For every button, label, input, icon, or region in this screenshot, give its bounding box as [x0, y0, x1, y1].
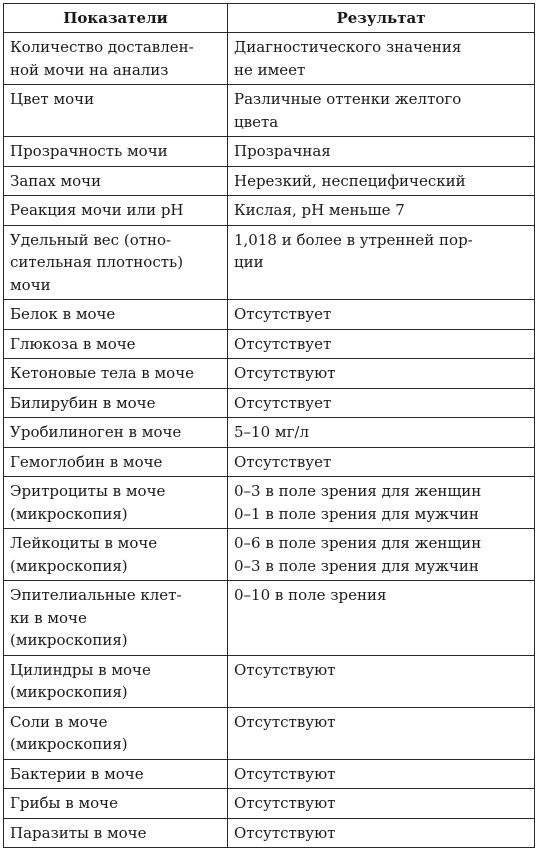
result-cell: [228, 477, 535, 529]
parameter-cell: [4, 655, 228, 707]
parameter-cell-text: Прозрачность мочи: [10, 142, 168, 160]
parameter-cell-text: (микроскопия): [10, 631, 128, 649]
result-cell: [228, 759, 535, 789]
result-cell: [228, 33, 535, 85]
parameter-cell-text: Соли в моче: [10, 712, 108, 731]
table-body: [4, 33, 535, 848]
result-cell-text: Диагностического значения: [234, 38, 462, 56]
parameter-cell-text: Запах мочи: [10, 171, 102, 190]
table-row: [4, 818, 535, 848]
result-cell-text: цвета: [234, 112, 279, 131]
result-cell: [228, 196, 535, 226]
table-row: [4, 33, 535, 85]
table-row: [4, 789, 535, 819]
result-cell-text: Отсутствует: [234, 393, 332, 412]
result-cell: [228, 529, 535, 581]
parameter-cell: [4, 447, 228, 477]
result-cell-text: 0–6 в поле зрения для женщин: [234, 534, 482, 552]
parameter-cell: [4, 581, 228, 656]
parameter-cell-text: мочи: [10, 275, 51, 294]
table-row: [4, 477, 535, 529]
parameter-cell: [4, 329, 228, 359]
result-cell-text: 0–10 в поле зрения: [234, 586, 387, 604]
result-cell: [228, 300, 535, 330]
parameter-cell: [4, 359, 228, 389]
parameter-cell-text: (микроскопия): [10, 683, 128, 701]
parameter-cell-text: (микроскопия): [10, 556, 128, 575]
result-cell-text: Отсутствуют: [234, 823, 336, 842]
result-cell-text: Отсутствует: [234, 305, 332, 323]
result-cell: [228, 418, 535, 448]
table-row: [4, 166, 535, 196]
parameter-cell-text: Глюкоза в моче: [10, 334, 136, 353]
parameter-cell-text: Эритроциты в моче: [10, 482, 166, 500]
result-cell-text: ции: [234, 253, 264, 271]
parameter-cell-text: Эпителиальные клет-: [10, 586, 182, 604]
table-row: [4, 196, 535, 226]
table-row: [4, 388, 535, 418]
parameter-cell-text: Уробилиноген в моче: [10, 423, 182, 441]
result-cell-text: Отсутствуют: [234, 364, 336, 382]
result-cell-text: Нерезкий, неспецифический: [234, 171, 466, 190]
parameter-cell: [4, 85, 228, 137]
result-cell-text: Отсутствуют: [234, 764, 336, 783]
parameter-cell-text: Белок в моче: [10, 305, 116, 323]
result-cell: [228, 707, 535, 759]
result-cell: [228, 655, 535, 707]
result-cell: [228, 166, 535, 196]
table-row: [4, 707, 535, 759]
table-row: [4, 529, 535, 581]
parameter-cell-text: Паразиты в моче: [10, 823, 147, 842]
parameter-cell-text: ной мочи на анализ: [10, 60, 169, 79]
result-cell-text: не имеет: [234, 60, 306, 79]
table-header-row: [4, 4, 535, 33]
table-row: [4, 137, 535, 167]
table-row: [4, 85, 535, 137]
result-cell: [228, 329, 535, 359]
result-cell: [228, 447, 535, 477]
result-cell: [228, 581, 535, 656]
parameter-cell-text: ки в моче: [10, 608, 87, 627]
parameter-cell-text: Кетоновые тела в моче: [10, 364, 194, 382]
table-row: [4, 655, 535, 707]
table-row: [4, 359, 535, 389]
result-cell: [228, 818, 535, 848]
result-cell-text: Кислая, pH меньше 7: [234, 201, 405, 219]
header-result: Результат: [228, 4, 535, 33]
parameter-cell-text: Реакция мочи или pH: [10, 201, 184, 219]
result-cell-text: Отсутствуют: [234, 794, 336, 812]
result-cell-text: Отсутствуют: [234, 712, 336, 731]
table-row: [4, 447, 535, 477]
parameter-cell-text: Гемоглобин в моче: [10, 452, 163, 471]
parameter-cell: [4, 418, 228, 448]
parameter-cell-text: сительная плотность): [10, 253, 184, 271]
parameter-cell-text: (микроскопия): [10, 504, 128, 523]
parameter-cell: [4, 789, 228, 819]
table-row: [4, 225, 535, 300]
table-row: [4, 581, 535, 656]
result-cell-text: Различные оттенки желтого: [234, 90, 462, 108]
table-row: [4, 418, 535, 448]
result-cell-text: 5–10 мг/л: [234, 423, 310, 441]
result-cell: [228, 789, 535, 819]
result-cell: [228, 359, 535, 389]
result-cell: [228, 85, 535, 137]
parameter-cell: [4, 477, 228, 529]
parameter-cell-text: Лейкоциты в моче: [10, 534, 158, 552]
parameter-cell: [4, 759, 228, 789]
result-cell-text: Отсутствует: [234, 452, 332, 471]
parameter-cell: [4, 166, 228, 196]
parameter-cell-text: Количество доставлен-: [10, 38, 194, 56]
parameter-cell-text: Бактерии в моче: [10, 764, 144, 783]
parameter-cell-text: Удельный вес (отно-: [10, 230, 172, 249]
table-row: [4, 329, 535, 359]
result-cell-text: 1,018 и более в утренней пор-: [234, 230, 473, 249]
parameter-cell: [4, 225, 228, 300]
parameter-cell: [4, 196, 228, 226]
parameter-cell: [4, 33, 228, 85]
parameter-cell-text: (микроскопия): [10, 735, 128, 753]
urinalysis-reference-table: [3, 3, 535, 848]
result-cell-text: Отсутствуют: [234, 660, 336, 679]
result-cell: [228, 388, 535, 418]
parameter-cell: [4, 529, 228, 581]
result-cell-text: 0–1 в поле зрения для мужчин: [234, 504, 479, 523]
parameter-cell: [4, 137, 228, 167]
result-cell-text: Отсутствует: [234, 334, 332, 353]
result-cell: [228, 225, 535, 300]
table-row: [4, 759, 535, 789]
parameter-cell-text: Грибы в моче: [10, 794, 118, 812]
parameter-cell-text: Цилиндры в моче: [10, 660, 151, 679]
parameter-cell-text: Билирубин в моче: [10, 393, 156, 412]
parameter-cell: [4, 388, 228, 418]
parameter-cell: [4, 818, 228, 848]
result-cell: [228, 137, 535, 167]
parameter-cell-text: Цвет мочи: [10, 90, 95, 108]
header-parameters: Показатели: [4, 4, 228, 33]
result-cell-text: 0–3 в поле зрения для женщин: [234, 482, 482, 500]
result-cell-text: 0–3 в поле зрения для мужчин: [234, 556, 479, 575]
parameter-cell: [4, 300, 228, 330]
table-row: [4, 300, 535, 330]
result-cell-text: Прозрачная: [234, 142, 331, 160]
parameter-cell: [4, 707, 228, 759]
